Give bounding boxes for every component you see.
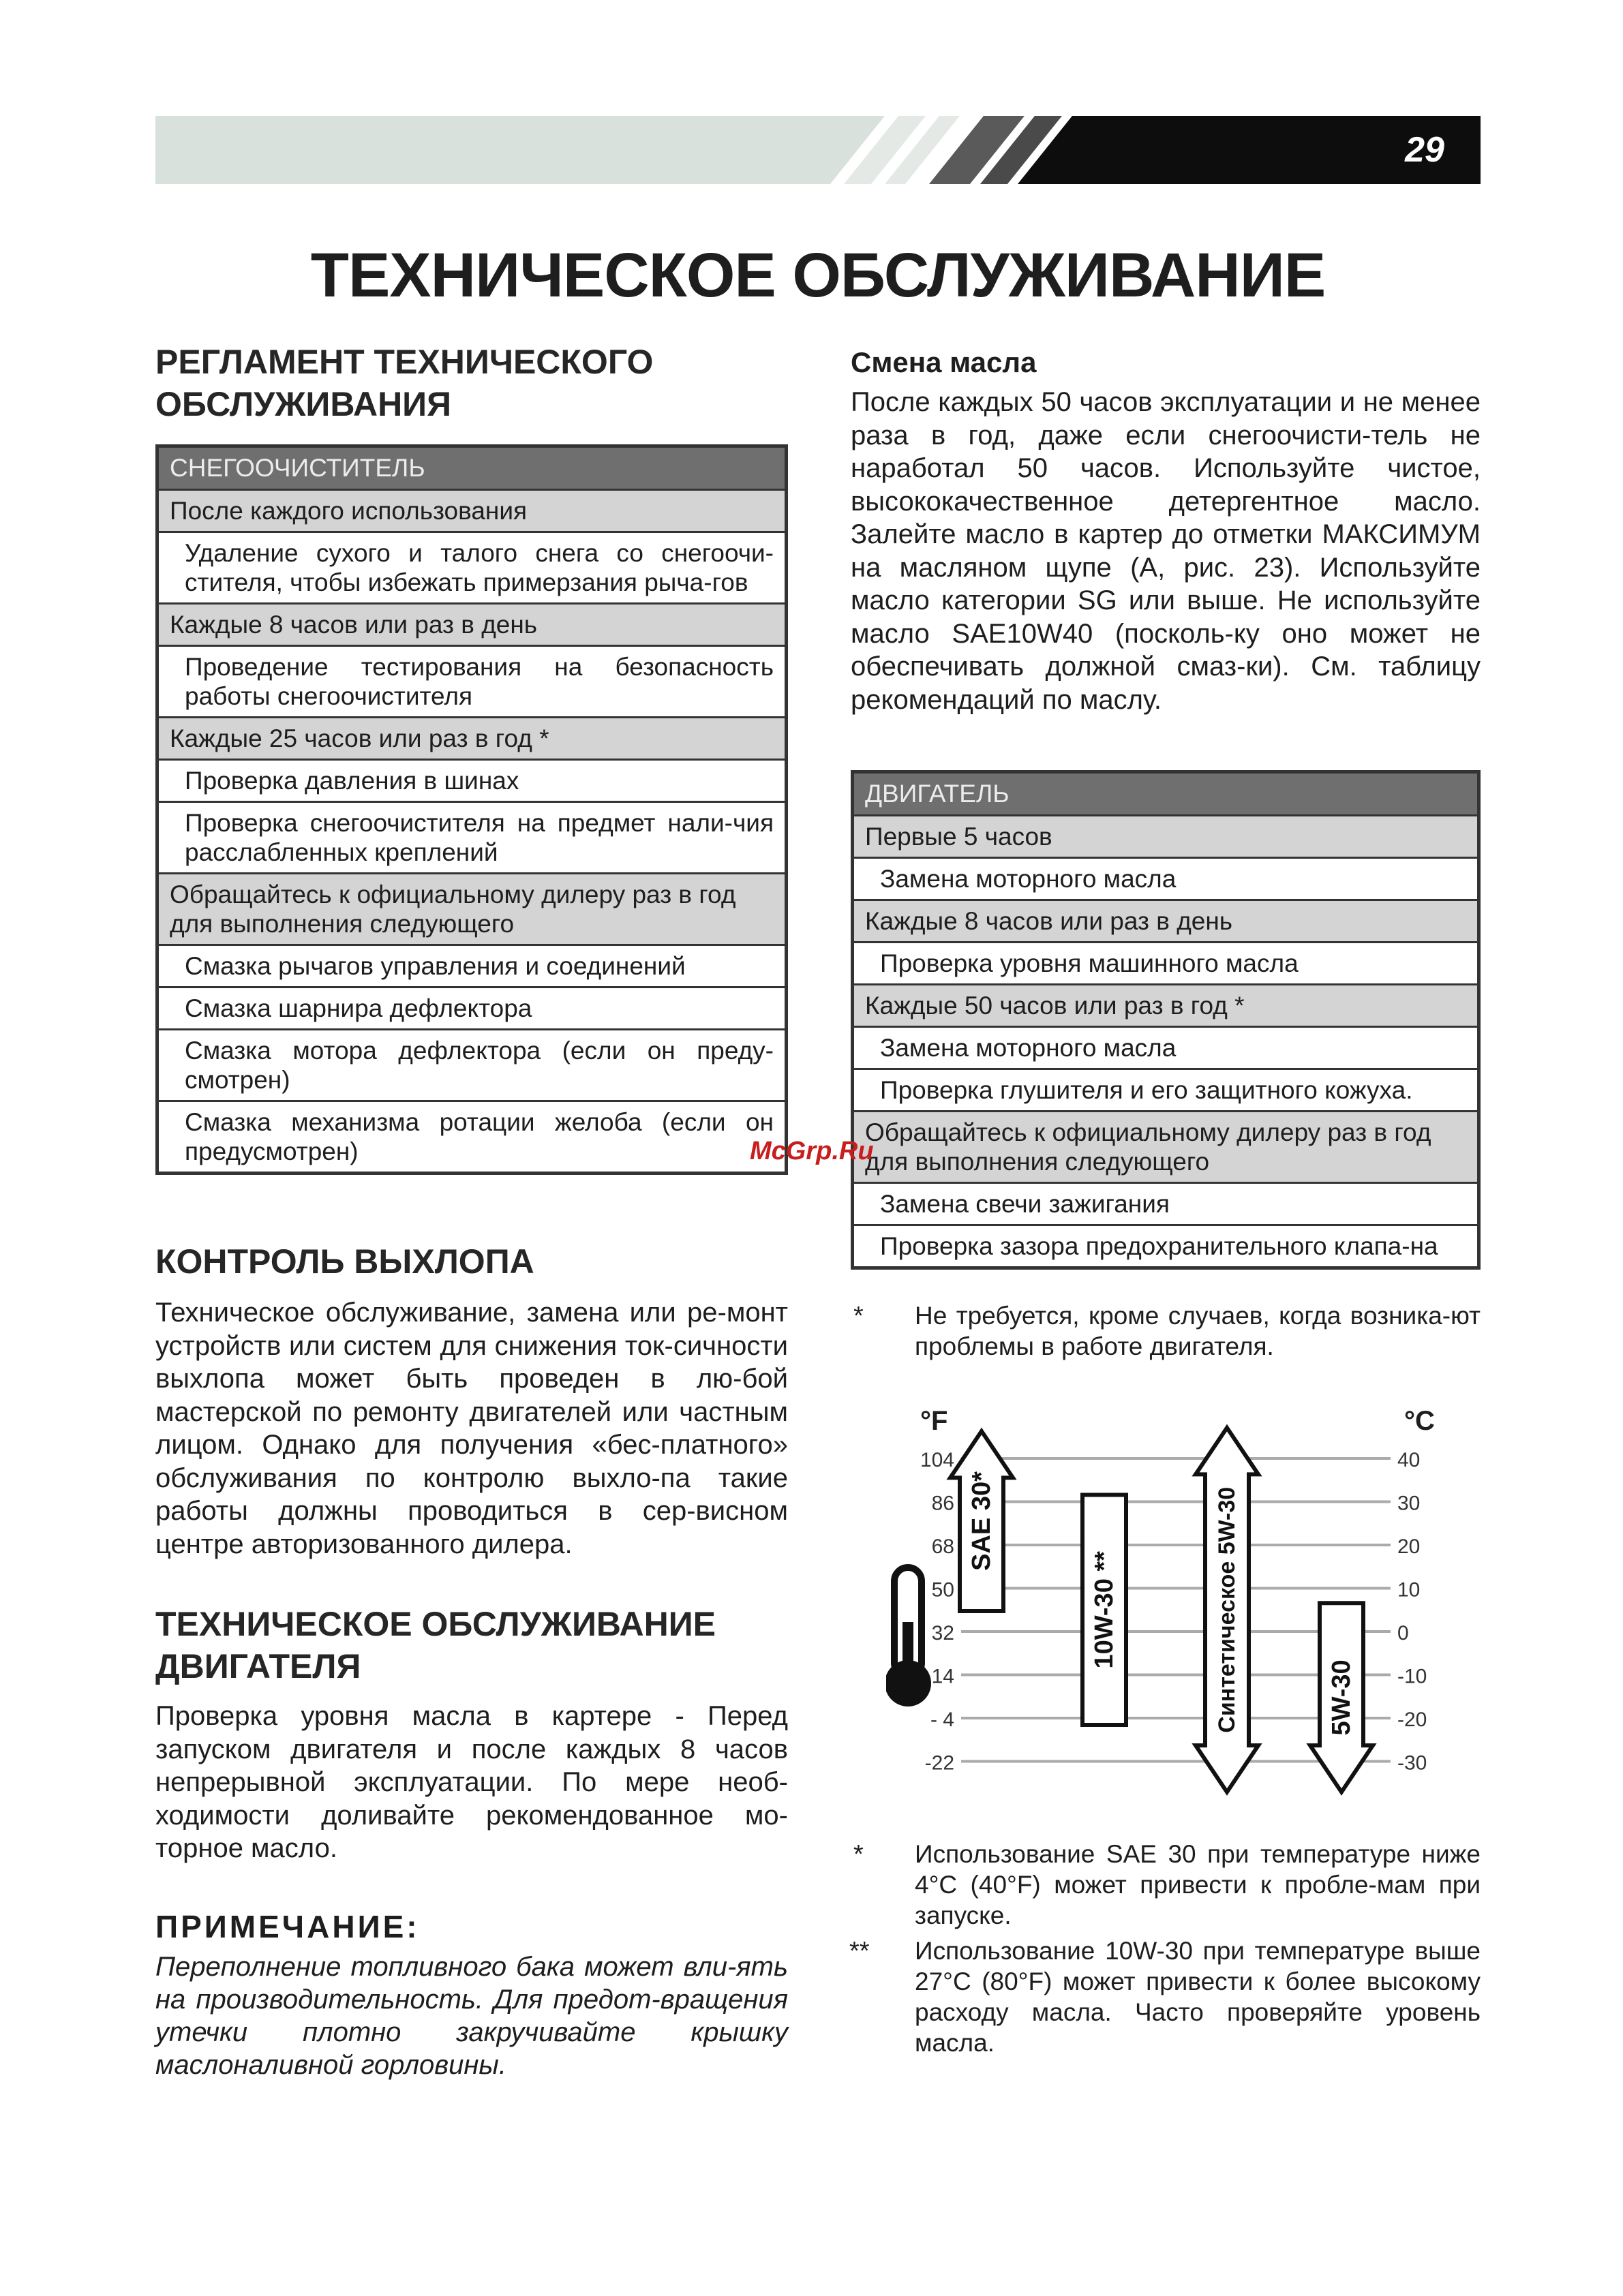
engine-heading-line-2: ДВИГАТЕЛЯ (155, 1647, 361, 1685)
oil-label: Синтетическое 5W-30 (1214, 1486, 1240, 1733)
engine-task-row: Проверка уровня машинного масла (854, 941, 1477, 983)
engine-task-row: Проверка зазора предохранительного клапа-на (854, 1224, 1477, 1266)
engine-maintenance-heading (155, 1603, 716, 1687)
celsius-tick-label: 10 (1397, 1578, 1421, 1602)
regulation-heading-line-1: РЕГЛАМЕНТ ТЕХНИЧЕСКОГО (155, 343, 654, 381)
engine-task-row: Проверка глушителя и его защитного кожуха. (854, 1068, 1477, 1110)
fahrenheit-tick-label: 32 (931, 1622, 954, 1644)
fahrenheit-tick-label: 14 (931, 1665, 954, 1688)
oil-label: 5W-30 (1327, 1659, 1356, 1736)
regulation-heading-line-2: ОБСЛУЖИВАНИЯ (155, 385, 452, 423)
oil-label: SAE 30* (967, 1471, 996, 1571)
engine-schedule-table (851, 770, 1481, 1270)
snowblower-interval-row: Каждые 25 часов или раз в год * (159, 716, 785, 759)
engine-interval-row: Каждые 50 часов или раз в год * (854, 983, 1477, 1026)
celsius-tick-label: 0 (1397, 1622, 1409, 1644)
snowblower-title: СНЕГООЧИСТИТЕЛЬ (159, 448, 785, 489)
thermometer-icon (886, 1567, 931, 1706)
celsius-tick-label: -30 (1397, 1751, 1427, 1775)
oil-temperature-chart (886, 1397, 1472, 1820)
engine-task-row: Замена свечи зажигания (854, 1182, 1477, 1224)
celsius-ticks (1397, 1449, 1427, 1775)
oil-ranges (950, 1428, 1373, 1792)
engine-task-row: Замена моторного масла (854, 1026, 1477, 1068)
fahrenheit-ticks (920, 1449, 954, 1775)
celsius-tick-label: -20 (1397, 1709, 1427, 1731)
celsius-tick-label: 20 (1397, 1535, 1421, 1558)
snowblower-interval-row: Каждые 8 часов или раз в день (159, 602, 785, 645)
chart-footnote-1-mark: * (853, 1840, 864, 1869)
note-text: Переполнение топливного бака может вли-ять на производительность. Для предот-вращения утечки плотно закручивайте крышку маслоналивной горловины. (155, 1952, 788, 2080)
snowblower-interval-row: Обращайтесь к официальному дилеру раз в год для выполнения следующего (159, 872, 785, 944)
engine-heading-line-1: ТЕХНИЧЕСКОЕ ОБСЛУЖИВАНИЕ (155, 1605, 716, 1643)
engine-interval-row: Обращайтесь к официальному дилеру раз в год для выполнения следующего (854, 1110, 1477, 1182)
engine-maintenance-text: Проверка уровня масла в картере - Перед запуском двигателя и после каждых 8 часов непрерывной эксплуатации. По мере необ-ходимости доливайте рекомендованное мо-торное масло. (155, 1701, 788, 1863)
chart-footnote-2-text: Использование 10W-30 при температуре выше 27°C (80°F) может привести к более высокому расходу масла. Часто проверяйте уровень масла. (915, 1937, 1481, 2057)
exhaust-heading: КОНТРОЛЬ ВЫХЛОПА (155, 1242, 534, 1281)
snowblower-task-row: Проверка давления в шинах (159, 759, 785, 801)
note-label: ПРИМЕЧАНИЕ: (155, 1909, 420, 1944)
chart-footnote-2-mark: ** (849, 1937, 870, 1965)
table-footnote-text: Не требуется, кроме случаев, когда возника-ют проблемы в работе двигателя. (915, 1302, 1481, 1360)
watermark: McGrp.Ru (750, 1137, 874, 1165)
snowblower-task-row: Удаление сухого и талого снега со снегоочи-стителя, чтобы избежать примерзания рыча-гов (159, 531, 785, 602)
fahrenheit-unit-label: °F (920, 1406, 948, 1436)
fahrenheit-tick-label: 86 (931, 1492, 954, 1515)
page-title: ТЕХНИЧЕСКОЕ ОБСЛУЖИВАНИЕ (310, 241, 1326, 310)
celsius-unit-label: °C (1404, 1406, 1435, 1436)
snowblower-task-row: Смазка рычагов управления и соединений (159, 944, 785, 986)
table-footnote-mark: * (853, 1302, 864, 1330)
fahrenheit-tick-label: 50 (931, 1578, 954, 1602)
engine-interval-row: Первые 5 часов (854, 814, 1477, 857)
engine-title: ДВИГАТЕЛЬ (854, 774, 1477, 814)
oil-change-heading: Смена масла (851, 346, 1037, 378)
regulation-heading (155, 341, 653, 425)
chart-footnote-1-text: Использование SAE 30 при температуре ниже 4°C (40°F) может привести к пробле-мам при запуске. (915, 1840, 1481, 1929)
oil-label: 10W-30 ** (1090, 1551, 1119, 1669)
fahrenheit-tick-label: -22 (924, 1751, 954, 1775)
header-band (155, 116, 1481, 184)
fahrenheit-tick-label: - 4 (930, 1709, 954, 1731)
engine-task-row: Замена моторного масла (854, 857, 1477, 899)
page-number: 29 (1405, 130, 1444, 170)
oil-change-text: После каждых 50 часов эксплуатации и не менее раза в год, даже если снегоочисти-тель не наработал 50 часов. Используйте чистое, высококачественное детергентное масло. Залейте масло в картер до отметки МАКСИМУМ на масляном щупе (A, рис. 23). Используйте масло категории SG или выше. Не используйте масло SAE10W40 (посколь-ку оно может не обеспечивать должной смаз-ки). См. таблицу рекомендаций по маслу. (851, 387, 1481, 715)
exhaust-text: Техническое обслуживание, замена или ре-монт устройств или систем для снижения ток-сичности выхлопа может быть проведен в лю-бой мастерской по ремонту двигателей или частным лицом. Однако для получения «бес-платного» обслуживания по контролю выхло-па такие работы должны проводиться в сер-висном центре авторизованного дилера. (155, 1298, 788, 1559)
snowblower-task-row: Смазка шарнира дефлектора (159, 986, 785, 1028)
fahrenheit-tick-label: 104 (920, 1449, 954, 1471)
celsius-tick-label: -10 (1397, 1665, 1427, 1688)
celsius-tick-label: 30 (1397, 1492, 1421, 1515)
snowblower-interval-row: После каждого использования (159, 489, 785, 531)
celsius-tick-label: 40 (1397, 1449, 1421, 1471)
engine-interval-row: Каждые 8 часов или раз в день (854, 899, 1477, 941)
snowblower-schedule-table (155, 444, 788, 1175)
snowblower-task-row: Проверка снегоочистителя на предмет нали-чия расслабленных креплений (159, 801, 785, 872)
snowblower-task-row: Проведение тестирования на безопасность работы снегоочистителя (159, 645, 785, 716)
snowblower-task-row: Смазка мотора дефлектора (если он преду-смотрен) (159, 1028, 785, 1100)
fahrenheit-tick-label: 68 (931, 1535, 954, 1558)
snowblower-task-row: Смазка механизма ротации желоба (если он предусмотрен) (159, 1100, 785, 1172)
